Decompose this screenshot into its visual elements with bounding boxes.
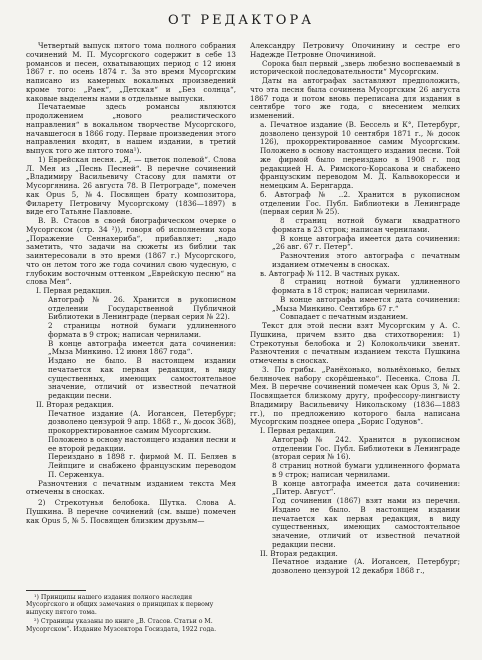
right-column-paragraph: 3. По грибы. „Ранёхонько, вольнёхонько, белых беляночек набору скорёшенько“. Песенка. Слова Л. Мея. В перечне сочинений помечен как Opus 3, № 2. Посвящается близкому другу, профессору-лингвисту Владимиру Васильевичу Никольскому (1836—1883 гг.), по предложению которого была написана Мусоргским позднее опера „Борис Годунов“.	[250, 364, 460, 427]
right-column-paragraph: Автограф № 242. Хранится в рукописном отделении Гос. Публ. Библиотеки в Ленинграде (вторая серия № 16).	[272, 434, 460, 462]
left-column-paragraph: Издано не было. В настоящем издании печатается как первая редакция, в виду существенных, имеющих самостоятельное значение, отличий от известной печатной редакции песни.	[48, 356, 236, 400]
left-column-paragraph: 2) Стрекотунья белобока. Шутка. Слова А. Пушкина. В перечне сочинений (см. выше) помечен как Opus 5, № 5. Посвящен близким друзьям—	[26, 498, 236, 525]
left-column-paragraph: 1) Еврейская песня. „Я, — цветок полевой“. Слова Л. Мея из „Песнь Песней“. В перечне сочинений „Владимиру Васильевичу Стасову для памяти от Мусоргянина. 26 августа 78. В Петрограде“, помечен как Opus 5, №4. Посвящен брату композитора, Филарету Петровичу Мусоргскому (1836—1897) в виде его Татьяне Павловне.	[26, 154, 236, 217]
right-column-paragraph: 8 страниц нотной бумаги удлиненного формата в 18 строк; написан чернилами.	[272, 277, 460, 295]
right-column-paragraph: Год сочинения (1867) взят нами из перечня. Издано не было. В настоящем издании печатается как первая редакция, в виду существенных, имеющих самостоятельное значение, отличий от известной печатной редакции песни.	[272, 496, 460, 549]
left-column-paragraph: Печатное издание (А. Иогансен, Петербург; дозволено цензурой 9 апр. 1868 г., № досок 368), прокорректированное самим Мусоргским.	[48, 408, 236, 435]
right-column-paragraph: в. Автограф № 112. В частных руках.	[260, 268, 400, 278]
footnote: ¹) Принципы нашего издания полного наследия Мусоргского и общих замечания о принципах к первому выпуску пятого тома.	[26, 594, 214, 616]
left-column-paragraph: Положено в основу настоящего издания песни и ее второй редакции.	[48, 434, 236, 453]
left-column-paragraph: 2 страницы нотной бумаги удлиненного формата в 9 строк; написан чернилами.	[48, 321, 236, 339]
right-column-paragraph: II. Вторая редакция.	[260, 548, 338, 558]
left-column-paragraph: Печатаемые здесь романсы являются продолжением „нового реалистического направления“ в вокальном творчестве Мусоргского, начавшегося в 1866 году. Первые произведения этого направления входят, в нашем издании, в третий выпуск того же пятого тома¹).	[26, 102, 236, 155]
left-column-paragraph: Автограф № 26. Хранится в рукописном отделении Государственной Публичной Библиотеки в Ленинграде (первая серия № 22).	[48, 294, 236, 322]
page-header: ОТ РЕДАКТОРА	[167, 13, 315, 28]
footnotes	[26, 590, 236, 635]
right-column-paragraph: б. Автограф № ..2. Хранится в рукописном отделении Гос. Публ. Библиотеки в Ленинграде (первая серия № 25).	[260, 189, 460, 217]
footnote-rule	[26, 590, 86, 591]
left-column-paragraph: В. В. Стасов в своей биографическом очерке о Мусоргском (стр. 34 ²)), говоря об исполнении хора „Поражение Сеннахериба“, прибавляет: „надо заметить, что задачи на сюжеты из библии так заинтересовали в это время (1867 г.) Мусоргского, что он летом того же года сочинил свою чудесную, с глубоким восточным оттенком „Еврейскую песню“ на слова Мея“.	[26, 216, 236, 287]
footnote: ²) Страницы указаны по книге „В. Стасов. Статьи о М. Мусоргском“. Издание Музсектора Госиздата, 1922 года.	[26, 618, 217, 633]
right-column-paragraph: 8 страниц нотной бумаги удлиненного формата в 9 строк; написан чернилами.	[272, 461, 460, 479]
left-column-paragraph: I. Первая редакция.	[36, 286, 112, 295]
left-column-paragraph: II. Вторая редакция.	[36, 399, 114, 409]
right-column-paragraph: Даты на автографах заставляют предположить, что эта песня была сочинена Мусоргским 26 августа 1867 года и потом вновь переписана для издания в сентябре того же года, с внесением мелких изменений.	[250, 76, 460, 120]
right-column	[250, 42, 460, 576]
right-column-paragraph: В конце автографа имеется дата сочинения: „26 авг. 67 г. Петер“.	[272, 233, 460, 252]
right-column-paragraph: Печатное издание (А. Иогансен, Петербург; дозволено цензурой 12 декабря 1868 г.,	[272, 557, 460, 575]
right-column-paragraph: I. Первая редакция.	[260, 426, 336, 435]
left-column-paragraph: Разночтения с печатным изданием текста Мея отмечены в сносках.	[26, 478, 236, 497]
right-column-paragraph: Текст для этой песни взят Мусоргским у А. С. Пушкина, причем взято два стихотворения: 1) Стрекотунья белобока и 2) Колокольчики звенят. Разночтения с печатным изданием текста Пушкина отмечены в сносках.	[250, 321, 460, 365]
right-column-paragraph: Сорока был первый „зверь любезно воспеваемый в исторической последовательности“ Мусоргским.	[250, 58, 460, 77]
right-column-paragraph: Александру Петровичу Опочинину и сестре его Надежде Петровне Опочининой.	[250, 41, 460, 59]
right-column-paragraph: Разночтения этого автографа с печатным изданием отмечены в сносках.	[272, 251, 460, 269]
left-column-paragraph: Переиздано в 1898 г. фирмой М. П. Беляев в Лейпциге и снабжено французским переводом П. Серженкуа.	[48, 452, 236, 479]
right-column-paragraph: Совпадает с печатным изданием.	[280, 312, 409, 322]
right-column-paragraph: а. Печатное издание (В. Бессель и К°, Петербург, дозволено цензурой 10 сентября 1871 г., № досок 126), прокорректированное самим Мусоргским. Положено в основу настоящего издания песни. Той же фирмой было переиздано в 1908 г. под редакцией Н. А. Римского-Корсакова и снабжено французским переводом М. Д. Кальвокоресси и немецким А. Бернгарда.	[260, 119, 460, 190]
left-column-paragraph: В конце автографа имеется дата сочинения: „Мыза Минкино. 12 июня 1867 года“.	[48, 338, 236, 357]
right-column-paragraph: 8 страниц нотной бумаги квадратного формата в 23 строк; написан чернилами.	[272, 216, 460, 234]
left-column-paragraph: Четвертый выпуск пятого тома полного собрания сочинений М. П. Мусоргского содержит в себе 13 романсов и песен, охватывающих период с 12 июня 1867 г. по осень 1874 г. За это время Мусоргским написано из камерных вокальных произведений кроме того: „Раек“, „Детская“ и „Без солнца“, каковые выделены нами в отдельные выпуски.	[26, 41, 236, 103]
left-column	[26, 42, 236, 525]
right-column-paragraph: В конце автографа имеется дата сочинения: „Питер. Август“.	[272, 478, 460, 497]
right-column-paragraph: В конце автографа имеется дата сочинения: „Мыза Минкино. Сентябрь 67 г.“	[272, 294, 460, 313]
